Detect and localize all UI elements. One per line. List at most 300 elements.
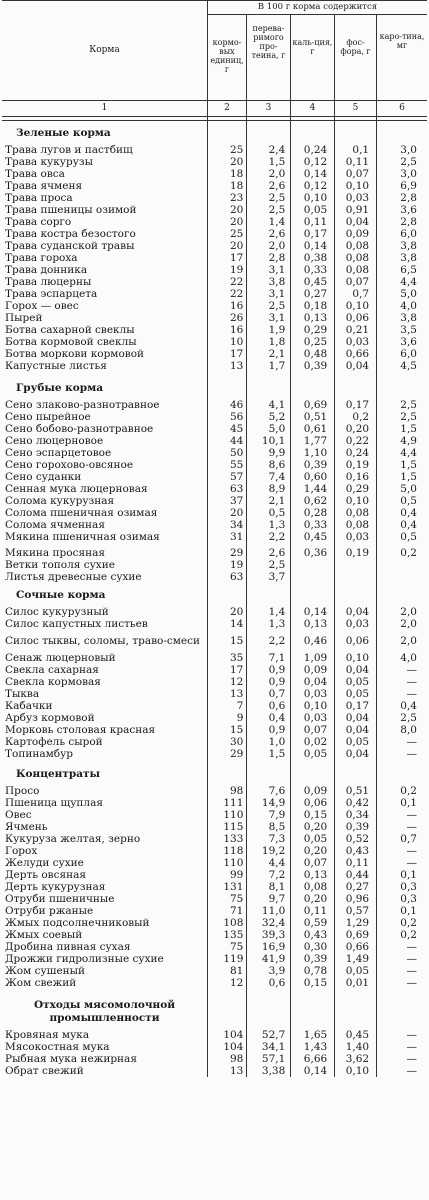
calcium-cell: 0,11 xyxy=(303,216,328,228)
protein-cell: 32,4 xyxy=(261,917,286,929)
protein-cell: 1,5 xyxy=(268,748,286,760)
table-row xyxy=(2,276,427,288)
protein-cell: 1,3 xyxy=(268,618,286,630)
phosphorus-cell: 0,52 xyxy=(345,833,370,845)
feed-name-cell: Тыква xyxy=(5,688,40,700)
calcium-cell: 0,15 xyxy=(303,809,328,821)
feed-name-cell: Силос кукурузный xyxy=(5,606,109,618)
carotene-cell: 3,6 xyxy=(400,204,417,216)
carotene-cell: 1,5 xyxy=(400,459,417,471)
protein-cell: 1,7 xyxy=(268,360,286,372)
phosphorus-cell: 0,34 xyxy=(345,809,370,821)
phosphorus-cell: 0,16 xyxy=(345,471,370,483)
calcium-cell: 0,05 xyxy=(303,204,328,216)
calcium-cell: 0,04 xyxy=(303,676,328,688)
calcium-cell: 0,17 xyxy=(303,228,328,240)
carotene-cell: 0,3 xyxy=(400,881,417,893)
feed-units-cell: 18 xyxy=(230,180,244,192)
table-row xyxy=(2,348,427,360)
feed-name-cell: Листья древесные сухие xyxy=(5,571,142,583)
phosphorus-cell: 0,04 xyxy=(345,606,370,618)
feed-units-cell: 26 xyxy=(230,312,244,324)
phosphorus-cell: 0,45 xyxy=(345,1029,370,1041)
feed-units-cell: 16 xyxy=(230,300,244,312)
phosphorus-cell: 0,03 xyxy=(345,618,370,630)
protein-cell: 2,5 xyxy=(268,559,286,571)
feed-units-cell: 17 xyxy=(230,664,244,676)
table-row xyxy=(2,977,427,989)
calcium-cell: 0,18 xyxy=(303,300,328,312)
col-header-feed-units: кормо-вых единиц, г xyxy=(210,38,244,74)
calcium-cell: 0,10 xyxy=(303,192,328,204)
table-row xyxy=(2,724,427,736)
calcium-cell: 0,45 xyxy=(303,531,328,543)
calcium-cell: 0,05 xyxy=(303,833,328,845)
table-row xyxy=(2,411,427,423)
carotene-cell: 1,5 xyxy=(400,423,417,435)
carotene-cell: 2,5 xyxy=(400,712,417,724)
carotene-cell: 5,0 xyxy=(400,483,417,495)
protein-cell: 2,0 xyxy=(268,240,286,252)
calcium-cell: 0,12 xyxy=(303,180,328,192)
table-row xyxy=(2,252,427,264)
carotene-cell: 0,2 xyxy=(400,917,417,929)
protein-cell: 1,3 xyxy=(268,519,286,531)
table-row xyxy=(2,507,427,519)
feed-units-cell: 37 xyxy=(230,495,244,507)
feed-name-cell: Морковь столовая красная xyxy=(5,724,156,736)
carotene-cell: — xyxy=(406,845,417,857)
calcium-cell: 0,24 xyxy=(303,144,328,156)
feed-units-cell: 22 xyxy=(230,276,244,288)
table-row xyxy=(2,748,427,760)
feed-units-cell: 133 xyxy=(223,833,244,845)
phosphorus-cell: 0,05 xyxy=(345,965,370,977)
calcium-cell: 0,45 xyxy=(303,276,328,288)
feed-name-cell: Желуди сухие xyxy=(5,857,84,869)
phosphorus-cell: 0,66 xyxy=(345,941,370,953)
carotene-cell: 4,0 xyxy=(400,652,417,664)
calcium-cell: 0,14 xyxy=(303,240,328,252)
phosphorus-cell: 0,57 xyxy=(345,905,370,917)
calcium-cell: 0,20 xyxy=(303,821,328,833)
table-body xyxy=(2,123,427,1077)
feed-units-cell: 19 xyxy=(230,559,244,571)
feed-units-cell: 13 xyxy=(230,1065,244,1077)
feed-name-cell: Кабачки xyxy=(5,700,53,712)
calcium-cell: 0,07 xyxy=(303,857,328,869)
table-row xyxy=(2,435,427,447)
feed-name-cell: Дрожжи гидролизные сухие xyxy=(5,953,164,965)
calcium-cell: 1,10 xyxy=(303,447,328,459)
feed-name-cell: Солома ячменная xyxy=(5,519,105,531)
feed-name-cell: Кукуруза желтая, зерно xyxy=(5,833,141,845)
calcium-cell: 0,69 xyxy=(303,399,328,411)
feed-name-cell: Дерть овсяная xyxy=(5,869,86,881)
calcium-cell: 6,66 xyxy=(303,1053,328,1065)
phosphorus-cell: 0,19 xyxy=(345,547,370,559)
protein-cell: 3,1 xyxy=(268,264,286,276)
protein-cell: 2,2 xyxy=(268,635,286,647)
calcium-cell: 0,39 xyxy=(303,360,328,372)
protein-cell: 3,8 xyxy=(268,276,286,288)
calcium-cell: 0,39 xyxy=(303,459,328,471)
feed-name-cell: Трава ячменя xyxy=(5,180,83,192)
phosphorus-cell: 0,2 xyxy=(352,411,370,423)
table-row xyxy=(2,893,427,905)
phosphorus-cell: 0,10 xyxy=(345,652,370,664)
phosphorus-cell: 0,91 xyxy=(345,204,370,216)
table-row xyxy=(2,192,427,204)
table-row xyxy=(2,881,427,893)
table-row xyxy=(2,459,427,471)
table-row xyxy=(2,736,427,748)
col-header-phosphorus: фос-фора, г xyxy=(340,38,371,56)
phosphorus-cell: 1,49 xyxy=(345,953,370,965)
protein-cell: 1,0 xyxy=(268,736,286,748)
phosphorus-cell: 0,27 xyxy=(345,881,370,893)
protein-cell: 3,38 xyxy=(261,1065,286,1077)
table-row xyxy=(2,300,427,312)
calcium-cell: 0,15 xyxy=(303,977,328,989)
table-row xyxy=(2,531,427,543)
feed-name-cell: Сено суданки xyxy=(5,471,82,483)
protein-cell: 2,5 xyxy=(268,204,286,216)
protein-cell: 52,7 xyxy=(261,1029,286,1041)
table-row xyxy=(2,917,427,929)
protein-cell: 5,2 xyxy=(268,411,286,423)
phosphorus-cell: 0,42 xyxy=(345,797,370,809)
carotene-cell: — xyxy=(406,821,417,833)
feed-name-cell: Сенаж люцерновый xyxy=(5,652,116,664)
table-row xyxy=(2,809,427,821)
calcium-cell: 0,13 xyxy=(303,312,328,324)
protein-cell: 2,5 xyxy=(268,192,286,204)
carotene-cell: — xyxy=(406,688,417,700)
feed-name-cell: Кровяная мука xyxy=(5,1029,90,1041)
carotene-cell: 0,5 xyxy=(400,495,417,507)
protein-cell: 0,9 xyxy=(268,724,286,736)
carotene-cell: 0,2 xyxy=(400,785,417,797)
feed-units-cell: 115 xyxy=(223,821,244,833)
carotene-cell: 6,0 xyxy=(400,348,417,360)
protein-cell: 2,6 xyxy=(268,180,286,192)
calcium-cell: 0,13 xyxy=(303,869,328,881)
table-row xyxy=(2,618,427,630)
feed-units-cell: 98 xyxy=(230,1053,244,1065)
calcium-cell: 0,14 xyxy=(303,168,328,180)
feed-units-cell: 45 xyxy=(230,423,244,435)
table-row xyxy=(2,360,427,372)
phosphorus-cell: 0,03 xyxy=(345,336,370,348)
calcium-cell: 0,29 xyxy=(303,324,328,336)
table-row xyxy=(2,571,427,583)
feed-units-cell: 15 xyxy=(230,724,244,736)
feed-name-cell: Силос тыквы, соломы, траво-смеси xyxy=(5,635,201,647)
table-row xyxy=(2,821,427,833)
feed-name-cell: Трава донника xyxy=(5,264,88,276)
table-row xyxy=(2,630,427,652)
feed-units-cell: 30 xyxy=(230,736,244,748)
carotene-cell: 3,5 xyxy=(400,324,417,336)
phosphorus-cell: 0,21 xyxy=(345,324,370,336)
feed-units-cell: 29 xyxy=(230,547,244,559)
table-row xyxy=(2,264,427,276)
calcium-cell: 0,59 xyxy=(303,917,328,929)
feed-units-cell: 7 xyxy=(236,700,244,712)
carotene-cell: 2,8 xyxy=(400,216,417,228)
phosphorus-cell: 0,11 xyxy=(345,857,370,869)
feed-units-cell: 13 xyxy=(230,688,244,700)
feed-name-cell: Топинамбур xyxy=(5,748,73,760)
phosphorus-cell: 0,43 xyxy=(345,845,370,857)
phosphorus-cell: 0,51 xyxy=(345,785,370,797)
calcium-cell: 0,39 xyxy=(303,953,328,965)
feed-name-cell: Сено бобово-разнотравное xyxy=(5,423,154,435)
feed-units-cell: 98 xyxy=(230,785,244,797)
phosphorus-cell: 0,05 xyxy=(345,688,370,700)
feed-units-cell: 22 xyxy=(230,288,244,300)
feed-units-cell: 108 xyxy=(223,917,244,929)
feed-units-cell: 44 xyxy=(230,435,244,447)
protein-cell: 19,2 xyxy=(261,845,286,857)
feed-units-cell: 75 xyxy=(230,893,244,905)
table-row xyxy=(2,905,427,917)
carotene-cell: — xyxy=(406,748,417,760)
calcium-cell: 0,48 xyxy=(303,348,328,360)
table-row xyxy=(2,168,427,180)
table-row xyxy=(2,1029,427,1041)
feed-units-cell: 10 xyxy=(230,336,244,348)
feed-units-cell: 14 xyxy=(230,618,244,630)
carotene-cell: 2,8 xyxy=(400,192,417,204)
feed-name-cell: Трава кукурузы xyxy=(5,156,93,168)
feed-name-cell: Ботва кормовой свеклы xyxy=(5,336,137,348)
feed-units-cell: 31 xyxy=(230,531,244,543)
phosphorus-cell: 0,08 xyxy=(345,240,370,252)
calcium-cell: 1,44 xyxy=(303,483,328,495)
carotene-cell: 3,8 xyxy=(400,252,417,264)
carotene-cell: 0,1 xyxy=(400,905,417,917)
protein-cell: 0,5 xyxy=(268,507,286,519)
feed-units-cell: 15 xyxy=(230,635,244,647)
feed-units-cell: 20 xyxy=(230,507,244,519)
feed-units-cell: 110 xyxy=(223,809,244,821)
feed-units-cell: 135 xyxy=(223,929,244,941)
phosphorus-cell: 0,66 xyxy=(345,348,370,360)
phosphorus-cell: 0,7 xyxy=(352,288,370,300)
carotene-cell: 4,4 xyxy=(400,447,417,459)
carotene-cell: — xyxy=(406,857,417,869)
feed-units-cell: 57 xyxy=(230,471,244,483)
protein-cell: 10,1 xyxy=(261,435,286,447)
feed-name-cell: Трава костра безостого xyxy=(5,228,136,240)
feed-name-cell: Обрат свежий xyxy=(5,1065,84,1077)
protein-cell: 9,7 xyxy=(268,893,286,905)
phosphorus-cell: 0,22 xyxy=(345,435,370,447)
feed-name-cell: Жом свежий xyxy=(5,977,77,989)
calcium-cell: 0,25 xyxy=(303,336,328,348)
protein-cell: 8,6 xyxy=(268,459,286,471)
carotene-cell: 2,5 xyxy=(400,411,417,423)
protein-cell: 34,1 xyxy=(261,1041,286,1053)
feed-name-cell: Свекла сахарная xyxy=(5,664,99,676)
feed-name-cell: Солома кукурузная xyxy=(5,495,115,507)
phosphorus-cell: 0,06 xyxy=(345,312,370,324)
protein-cell: 41,9 xyxy=(261,953,286,965)
table-row xyxy=(2,447,427,459)
feed-name-cell: Горох — овес xyxy=(5,300,79,312)
table-row xyxy=(2,606,427,618)
table-row xyxy=(2,156,427,168)
calcium-cell: 0,09 xyxy=(303,785,328,797)
protein-cell: 7,9 xyxy=(268,809,286,821)
feed-name-cell: Ячмень xyxy=(5,821,48,833)
phosphorus-cell: 1,29 xyxy=(345,917,370,929)
carotene-cell: — xyxy=(406,736,417,748)
protein-cell: 3,9 xyxy=(268,965,286,977)
feed-units-cell: 118 xyxy=(223,845,244,857)
calcium-cell: 0,05 xyxy=(303,748,328,760)
carotene-cell: 0,3 xyxy=(400,893,417,905)
feed-name-cell: Сено злаково-разнотравное xyxy=(5,399,160,411)
table-row xyxy=(2,664,427,676)
protein-cell: 0,7 xyxy=(268,688,286,700)
carotene-cell: — xyxy=(406,941,417,953)
phosphorus-cell: 0,96 xyxy=(345,893,370,905)
carotene-cell: 6,0 xyxy=(400,228,417,240)
table-row xyxy=(2,288,427,300)
calcium-cell: 0,12 xyxy=(303,156,328,168)
col-number: 3 xyxy=(265,103,272,113)
carotene-cell: 6,9 xyxy=(400,180,417,192)
calcium-cell: 0,02 xyxy=(303,736,328,748)
table-row xyxy=(2,495,427,507)
protein-cell: 8,5 xyxy=(268,821,286,833)
feed-name-cell: Рыбная мука нежирная xyxy=(5,1053,137,1065)
calcium-cell: 0,03 xyxy=(303,688,328,700)
calcium-cell: 1,09 xyxy=(303,652,328,664)
protein-cell: 2,6 xyxy=(268,228,286,240)
protein-cell: 2,2 xyxy=(268,531,286,543)
phosphorus-cell: 0,04 xyxy=(345,712,370,724)
phosphorus-cell: 0,01 xyxy=(345,977,370,989)
feed-name-cell: Горох xyxy=(5,845,38,857)
col-number: 4 xyxy=(309,103,316,113)
col-number: 2 xyxy=(224,103,230,113)
feed-units-cell: 12 xyxy=(230,676,244,688)
feed-name-cell: Дерть кукурузная xyxy=(5,881,106,893)
feed-name-cell: Трава люцерны xyxy=(5,276,92,288)
protein-cell: 0,6 xyxy=(268,700,286,712)
calcium-cell: 0,33 xyxy=(303,519,328,531)
feed-units-cell: 104 xyxy=(223,1029,244,1041)
feed-units-cell: 131 xyxy=(223,881,244,893)
calcium-cell: 1,65 xyxy=(303,1029,328,1041)
table-row xyxy=(2,204,427,216)
phosphorus-cell: 0,39 xyxy=(345,821,370,833)
phosphorus-cell: 0,20 xyxy=(345,423,370,435)
protein-cell: 2,0 xyxy=(268,168,286,180)
calcium-cell: 0,14 xyxy=(303,1065,328,1077)
protein-cell: 7,1 xyxy=(268,652,286,664)
feed-name-cell: Жмых подсолнечниковый xyxy=(5,917,150,929)
table-row xyxy=(2,547,427,559)
table-row xyxy=(2,180,427,192)
carotene-cell: — xyxy=(406,965,417,977)
phosphorus-cell: 0,44 xyxy=(345,869,370,881)
phosphorus-cell: 0,06 xyxy=(345,635,370,647)
calcium-cell: 1,43 xyxy=(303,1041,328,1053)
protein-cell: 2,6 xyxy=(268,547,286,559)
protein-cell: 2,1 xyxy=(268,348,286,360)
protein-cell: 14,9 xyxy=(261,797,286,809)
feed-name-cell: Силос капустных листьев xyxy=(5,618,148,630)
phosphorus-cell: 0,29 xyxy=(345,483,370,495)
feed-units-cell: 110 xyxy=(223,857,244,869)
carotene-cell: — xyxy=(406,1065,417,1077)
phosphorus-cell: 0,17 xyxy=(345,399,370,411)
protein-cell: 2,8 xyxy=(268,252,286,264)
table-row xyxy=(2,240,427,252)
feed-units-cell: 34 xyxy=(230,519,244,531)
protein-cell: 1,4 xyxy=(268,216,286,228)
calcium-cell: 0,03 xyxy=(303,712,328,724)
carotene-cell: 2,5 xyxy=(400,156,417,168)
table-row xyxy=(2,676,427,688)
protein-cell: 7,2 xyxy=(268,869,286,881)
carotene-cell: 4,4 xyxy=(400,276,417,288)
protein-cell: 0,6 xyxy=(268,977,286,989)
feed-units-cell: 63 xyxy=(230,571,244,583)
feed-name-cell: Сено пырейное xyxy=(5,411,91,423)
protein-cell: 4,4 xyxy=(268,857,286,869)
feed-name-cell: Сено люцерновое xyxy=(5,435,104,447)
table-row xyxy=(2,857,427,869)
phosphorus-cell: 0,09 xyxy=(345,228,370,240)
carotene-cell: 0,5 xyxy=(400,531,417,543)
table-header xyxy=(2,0,427,123)
protein-cell: 1,9 xyxy=(268,324,286,336)
carotene-cell: 2,0 xyxy=(400,635,417,647)
protein-cell: 11,0 xyxy=(261,905,286,917)
phosphorus-cell: 0,07 xyxy=(345,168,370,180)
table-row xyxy=(2,700,427,712)
table-row xyxy=(2,423,427,435)
table-row xyxy=(2,785,427,797)
table-row xyxy=(2,688,427,700)
feed-units-cell: 111 xyxy=(223,797,244,809)
protein-cell: 2,4 xyxy=(268,144,286,156)
carotene-cell: 5,0 xyxy=(400,288,417,300)
feed-units-cell: 99 xyxy=(230,869,244,881)
carotene-cell: — xyxy=(406,809,417,821)
feed-units-cell: 23 xyxy=(230,192,244,204)
protein-cell: 3,7 xyxy=(268,571,286,583)
table-row xyxy=(2,965,427,977)
feed-name-cell: Ботва моркови кормовой xyxy=(5,348,145,360)
phosphorus-cell: 0,10 xyxy=(345,180,370,192)
table-row xyxy=(2,519,427,531)
phosphorus-cell: 0,05 xyxy=(345,676,370,688)
phosphorus-cell: 0,04 xyxy=(345,360,370,372)
calcium-cell: 0,06 xyxy=(303,797,328,809)
feed-name-cell: Картофель сырой xyxy=(5,736,103,748)
feed-name-cell: Просо xyxy=(5,785,40,797)
feed-units-cell: 20 xyxy=(230,216,244,228)
calcium-cell: 0,36 xyxy=(303,547,328,559)
feed-name-cell: Трава лугов и пастбищ xyxy=(5,144,133,156)
